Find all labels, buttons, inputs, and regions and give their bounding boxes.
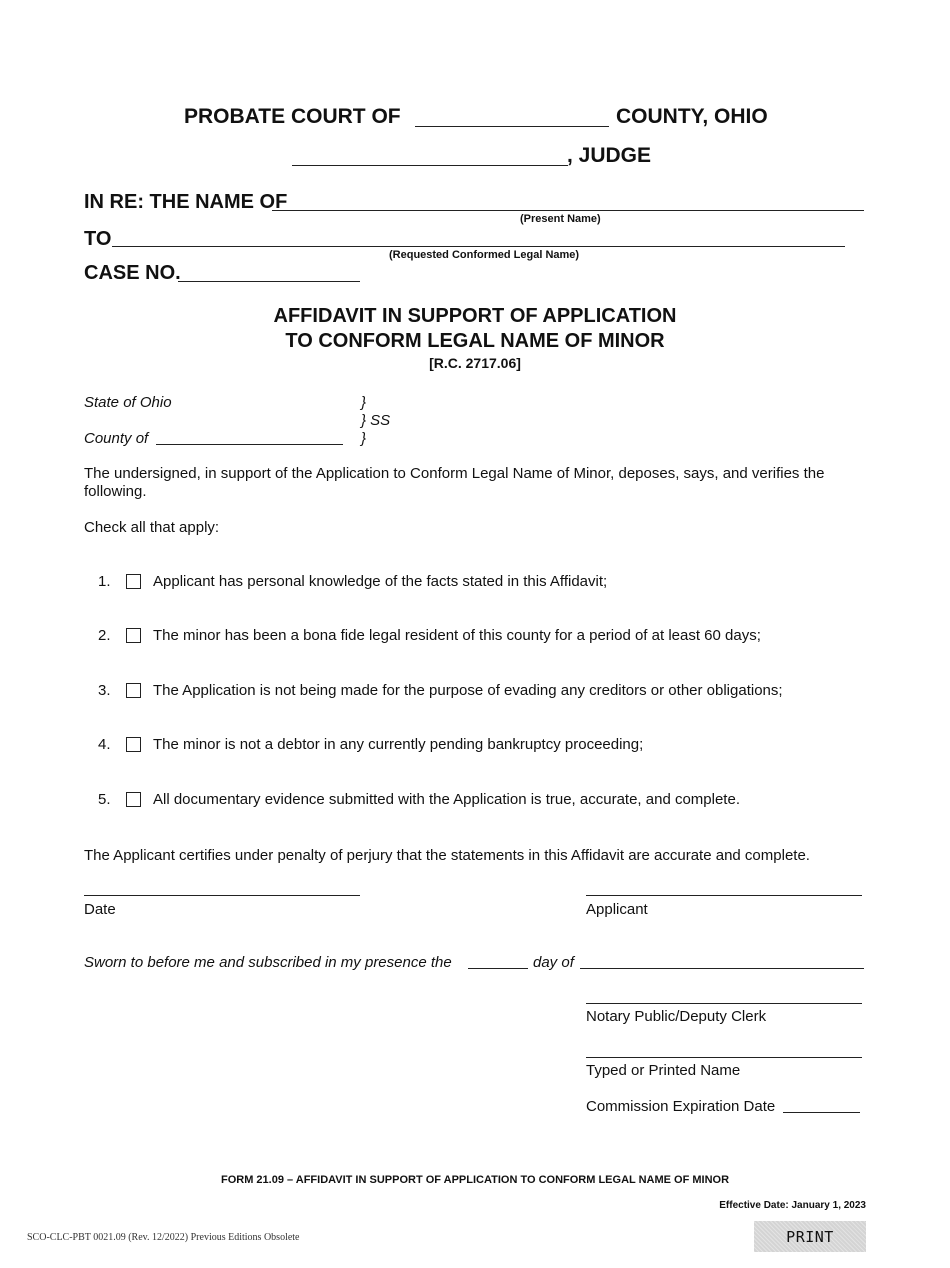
item-5-text: All documentary evidence submitted with the Application is true, accurate, and complete. bbox=[153, 791, 740, 808]
item-2-checkbox[interactable] bbox=[126, 628, 141, 643]
item-number: 2. bbox=[98, 627, 111, 644]
typed-name-line[interactable] bbox=[586, 1057, 862, 1058]
present-name-field[interactable] bbox=[272, 210, 864, 211]
title-line2: TO CONFORM LEGAL NAME OF MINOR bbox=[285, 330, 665, 352]
item-1-checkbox[interactable] bbox=[126, 574, 141, 589]
court-suffix: COUNTY, OHIO bbox=[616, 105, 768, 128]
item-1-text: Applicant has personal knowledge of the facts stated in this Affidavit; bbox=[153, 573, 608, 590]
judge-name-blank[interactable] bbox=[292, 165, 568, 166]
date-label: Date bbox=[84, 901, 116, 918]
case-no-label: CASE NO. bbox=[84, 262, 181, 284]
item-5-checkbox[interactable] bbox=[126, 792, 141, 807]
case-no-field[interactable] bbox=[178, 281, 360, 282]
venue-county-field[interactable] bbox=[156, 444, 343, 445]
check-prompt: Check all that apply: bbox=[84, 519, 220, 536]
item-number: 3. bbox=[98, 682, 111, 699]
statute-ref: [R.C. 2717.06] bbox=[429, 355, 521, 371]
item-3-checkbox[interactable] bbox=[126, 683, 141, 698]
requested-name-caption: (Requested Conformed Legal Name) bbox=[389, 249, 580, 261]
county-blank[interactable] bbox=[415, 126, 609, 127]
notary-signature-line[interactable] bbox=[586, 1003, 862, 1004]
form-code: SCO-CLC-PBT 0021.09 (Rev. 12/2022) Previous Editions Obsolete bbox=[27, 1232, 300, 1243]
item-number: 4. bbox=[98, 736, 111, 753]
applicant-label: Applicant bbox=[586, 901, 648, 918]
item-2-text: The minor has been a bona fide legal resident of this county for a period of at least 60 days; bbox=[153, 627, 761, 644]
effective-date: Effective Date: January 1, 2023 bbox=[719, 1200, 866, 1211]
judge-label: , JUDGE bbox=[567, 144, 652, 167]
court-prefix: PROBATE COURT OF bbox=[184, 105, 401, 128]
venue-state: State of Ohio bbox=[84, 394, 172, 411]
typed-name-label: Typed or Printed Name bbox=[586, 1062, 741, 1079]
item-number: 1. bbox=[98, 573, 111, 590]
commission-date-field[interactable] bbox=[783, 1112, 860, 1113]
sworn-prefix: Sworn to before me and subscribed in my presence the bbox=[84, 954, 452, 971]
brace-bottom: } bbox=[361, 430, 367, 447]
to-label: TO bbox=[84, 228, 112, 250]
item-4-text: The minor is not a debtor in any currently pending bankruptcy proceeding; bbox=[153, 736, 644, 753]
print-button[interactable]: PRINT bbox=[754, 1221, 866, 1252]
requested-name-field[interactable] bbox=[112, 246, 845, 247]
sworn-month-field[interactable] bbox=[580, 968, 864, 969]
applicant-signature-line[interactable] bbox=[586, 895, 862, 896]
certification-text: The Applicant certifies under penalty of perjury that the statements in this Affidavit are accurate and complete. bbox=[84, 847, 810, 864]
sworn-day-field[interactable] bbox=[468, 968, 528, 969]
present-name-caption: (Present Name) bbox=[520, 213, 601, 225]
brace-top: } bbox=[361, 394, 367, 411]
brace-ss: } SS bbox=[361, 412, 391, 429]
intro-paragraph: The undersigned, in support of the Application to Conform Legal Name of Minor, deposes, says, and verifies the following. bbox=[84, 465, 825, 500]
item-number: 5. bbox=[98, 791, 111, 808]
item-4-checkbox[interactable] bbox=[126, 737, 141, 752]
commission-label: Commission Expiration Date bbox=[586, 1098, 776, 1115]
sworn-mid: day of bbox=[533, 954, 574, 971]
notary-label: Notary Public/Deputy Clerk bbox=[586, 1008, 767, 1025]
item-3-text: The Application is not being made for the purpose of evading any creditors or other obligations; bbox=[153, 682, 783, 699]
in-re-label: IN RE: THE NAME OF bbox=[84, 191, 288, 213]
title-line1: AFFIDAVIT IN SUPPORT OF APPLICATION bbox=[273, 305, 677, 327]
date-signature-line[interactable] bbox=[84, 895, 360, 896]
venue-county-label: County of bbox=[84, 430, 149, 447]
footer-form-title: FORM 21.09 – AFFIDAVIT IN SUPPORT OF APPLICATION TO CONFORM LEGAL NAME OF MINOR bbox=[220, 1174, 730, 1186]
